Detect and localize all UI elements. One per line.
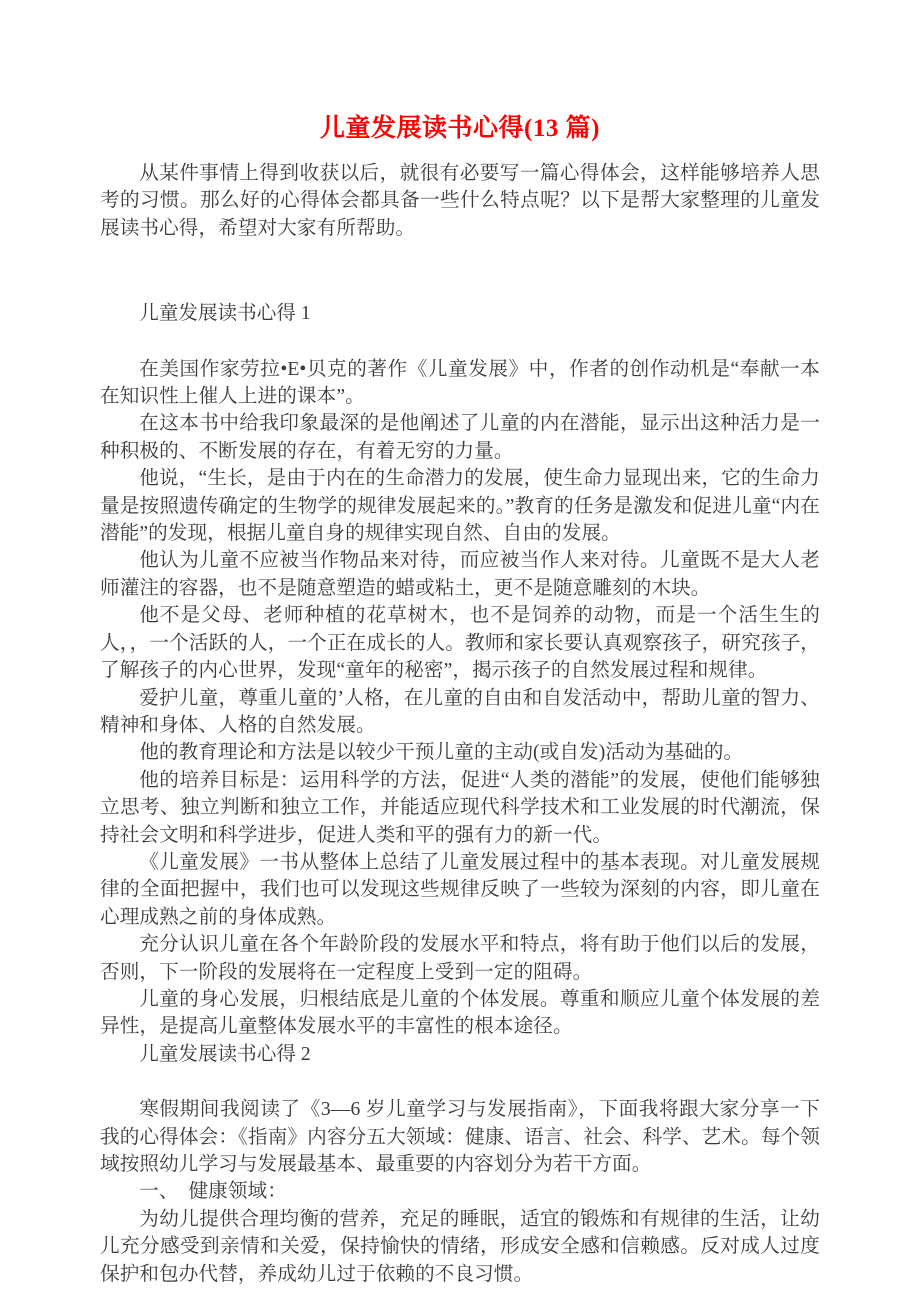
paragraph: 为幼儿提供合理均衡的营养，充足的睡眠，适宜的锻炼和有规律的生活，让幼儿充分感受到亲情和关爱，保持愉快的情绪，形成安全感和信赖感。反对成人过度保护和包办代替，养成幼儿过于依赖的不良习惯。 [100,1208,820,1285]
section-heading-1: 儿童发展读书心得 1 [139,303,311,325]
paragraph: 他的教育理论和方法是以较少干预儿童的主动(或自发)活动为基础的。 [139,742,744,764]
intro-paragraph: 从某件事情上得到收获以后，就很有必要写一篇心得体会，这样能够培养人思考的习惯。那么好的心得体会都具备一些什么特点呢？以下是帮大家整理的儿童发展读书心得，希望对大家有所帮助。 [100,163,820,239]
section-heading-2: 儿童发展读书心得 2 [139,1043,311,1065]
spacer [100,1068,820,1096]
paragraph: 在美国作家劳拉•E•贝克的著作《儿童发展》中，作者的创作动机是“奉献一本在知识性上催人上进的课本”。 [100,358,820,408]
paragraph: 《儿童发展》一书从整体上总结了儿童发展过程中的基本表现。对儿童发展规律的全面把握中，我们也可以发现这些规律反映了一些较为深刻的内容，即儿童在心理成熟之前的身体成熟。 [100,851,820,928]
paragraph: 他的培养目标是：运用科学的方法，促进“人类的潜能”的发展，使他们能够独立思考、独立判断和独立工作，并能适应现代科学技术和工业发展的时代潮流，保持社会文明和科学进步，促进人类和平的强有力的新一代。 [100,769,820,846]
spacer [100,146,820,160]
paragraph: 充分认识儿童在各个年龄阶段的发展水平和特点，将有助于他们以后的发展，否则，下一阶段的发展将在一定程度上受到一定的阻碍。 [100,934,820,983]
page-title: 儿童发展读书心得(13 篇) [320,115,600,142]
paragraph: 寒假期间我阅读了《3—6 岁儿童学习与发展指南》，下面我将跟大家分享一下我的心得体会：《指南》内容分五大领域：健康、语言、社会、科学、艺术。每个领域按照幼儿学习与发展最基本、最重要的内容划分为若干方面。 [100,1099,820,1175]
paragraph: 儿童的身心发展，归根结底是儿童的个体发展。尊重和顺应儿童个体发展的差异性，是提高儿童整体发展水平的丰富性的根本途径。 [100,988,820,1038]
paragraph: 他不是父母、老师种植的花草树木，也不是饲养的动物，而是一个活生生的人，，一个活跃的人，一个正在成长的人。教师和家长要认真观察孩子，研究孩子，了解孩子的内心世界，发现“童年的秘密”，揭示孩子的自然发展过程和规律。 [100,605,820,682]
paragraph: 在这本书中给我印象最深的是他阐述了儿童的内在潜能，显示出这种活力是一种积极的、不断发展的存在，有着无穷的力量。 [100,413,820,462]
paragraph: 他说，“生长，是由于内在的生命潜力的发展，使生命力显现出来，它的生命力量是按照遗传确定的生物学的规律发展起来的。”教育的任务是激发和促进儿童“内在潜能”的发现，根据儿童自身的规律实现自然、自由的发展。 [100,468,820,545]
list-item: 一、 健康领域： [139,1181,287,1203]
spacer [100,242,820,300]
paragraph: 他认为儿童不应被当作物品来对待，而应被当作人来对待。儿童既不是大人老师灌注的容器，也不是随意塑造的蜡或粘土，更不是随意雕刻的木块。 [100,550,820,599]
paragraph: 爱护儿童，尊重儿童的’人格，在儿童的自由和自发活动中，帮助儿童的智力、精神和身体、人格的自然发展。 [100,687,820,736]
spacer [100,328,820,356]
